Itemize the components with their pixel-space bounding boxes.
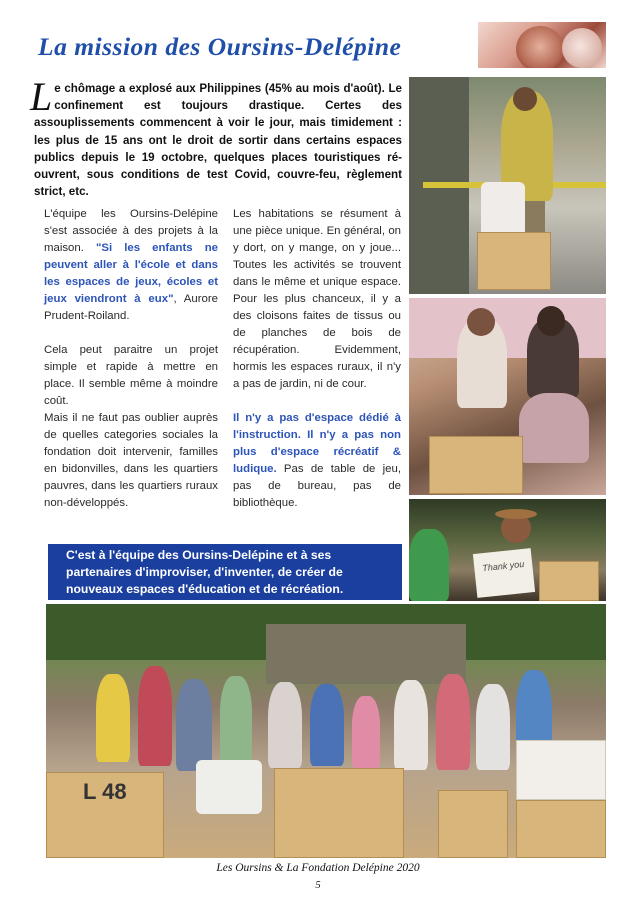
quote-highlight: "Si les enfants ne peuvent aller à l'école et dans les espaces de jeux, écoles et jeux viendront à eux" xyxy=(44,242,218,305)
child-pink xyxy=(519,393,589,463)
hat xyxy=(495,509,537,519)
white-box-right xyxy=(516,740,606,800)
thank-you-sign: Thank you xyxy=(473,548,535,598)
white-bucket xyxy=(196,760,262,814)
child-face xyxy=(516,26,564,68)
man-head xyxy=(513,87,537,111)
header-photo-child-with-teddy-bear xyxy=(478,22,606,68)
cardboard-box xyxy=(477,232,551,290)
paragraph-projects-start: L'équipe les Oursins-Delépine s'est associée à des projets à la maison. xyxy=(44,208,218,254)
box xyxy=(539,561,599,601)
child-white-top xyxy=(394,680,428,770)
text-column-right xyxy=(233,206,401,512)
callout-box: C'est à l'équipe des Oursins-Delépine et à ses partenaires d'improviser, d'inventer, de créer de nouveaux espaces d'éducation et de récréation. xyxy=(48,544,402,600)
paragraph-projects xyxy=(44,206,218,325)
child-light-top xyxy=(476,684,510,770)
girl-head xyxy=(537,306,565,336)
drop-cap: L xyxy=(30,74,53,119)
child-pink-top xyxy=(436,674,470,770)
supply-box xyxy=(429,436,523,494)
white-bag xyxy=(481,182,525,237)
text-column-left xyxy=(44,206,218,512)
page-number: 5 xyxy=(315,880,321,891)
intro-paragraph xyxy=(30,74,402,200)
photo-children-group-with-boxes xyxy=(46,604,606,858)
no-space-end: Pas de table de jeu, pas de bureau, pas de bibliothèque. xyxy=(233,463,401,509)
large-box-left: L 48 xyxy=(46,772,164,858)
child-green-shirt xyxy=(220,676,252,766)
woman-head xyxy=(467,308,495,336)
house-background xyxy=(266,624,466,684)
photo-family-with-donations xyxy=(409,298,606,495)
page-title: La mission des Oursins-Delépine xyxy=(38,32,402,61)
box-right xyxy=(438,790,508,858)
photo-thank-you-sign xyxy=(409,499,606,601)
child-blue-shirt xyxy=(310,684,344,766)
child-white-shirt xyxy=(268,682,302,768)
child-striped-shirt xyxy=(176,679,212,771)
intro-text: e chômage a explosé aux Philippines (45% au mois d'août). Le confinement est toujours drastique. Certes des assouplissements commencent à voir le jour, mais timidement : les plus de 15 ans ont le droit de sortir dans certains espaces publics depuis le 19 octobre, quelques places touristiques ré-ouvrent, sous conditions de test Covid, couvre-feu, règlement strict, etc. xyxy=(34,82,402,199)
quote-author: , Aurore Prudent-Roiland. xyxy=(44,293,218,322)
child-red-shirt xyxy=(138,666,172,766)
box-bottom-right xyxy=(516,800,606,858)
paragraph-cost: Cela peut paraitre un projet simple et rapide à mettre en place. Il semble même à moindre coût. xyxy=(44,344,218,407)
paragraph-social-categories: Mais il ne faut pas oublier auprès de quelles categories sociales la fondation doit intervenir, familles en bidonvilles, dans les quartiers pauvres, dans les quartiers ruraux non-développés. xyxy=(44,412,218,509)
paragraph-housing: Les habitations se résument à une pièce unique. En général, on y dort, on y mange, on y joue... Toutes les activités se trouvent dans le même et unique espace. Pour les plus chanceux, il y a des cloisons faites de tissus ou de planches de bois de récupération. Evidemment, hormis les espaces ruraux, il n'y a pas de jardin, ni de cour. xyxy=(233,208,401,390)
child-pink-shirt xyxy=(352,696,380,768)
teddy-bear xyxy=(562,28,602,68)
box-center xyxy=(274,768,404,858)
photo-man-carrying-donations xyxy=(409,77,606,294)
footer-credits: Les Oursins & La Fondation Delépine 2020 xyxy=(216,862,420,874)
paragraph-no-space xyxy=(233,410,401,512)
no-space-highlight: Il n'y a pas d'espace dédié à l'instruction. Il n'y a pas non plus d'espace récréatif & ludique. xyxy=(233,412,401,475)
child-yellow-shirt xyxy=(96,674,130,762)
man-green-shirt xyxy=(409,529,449,601)
